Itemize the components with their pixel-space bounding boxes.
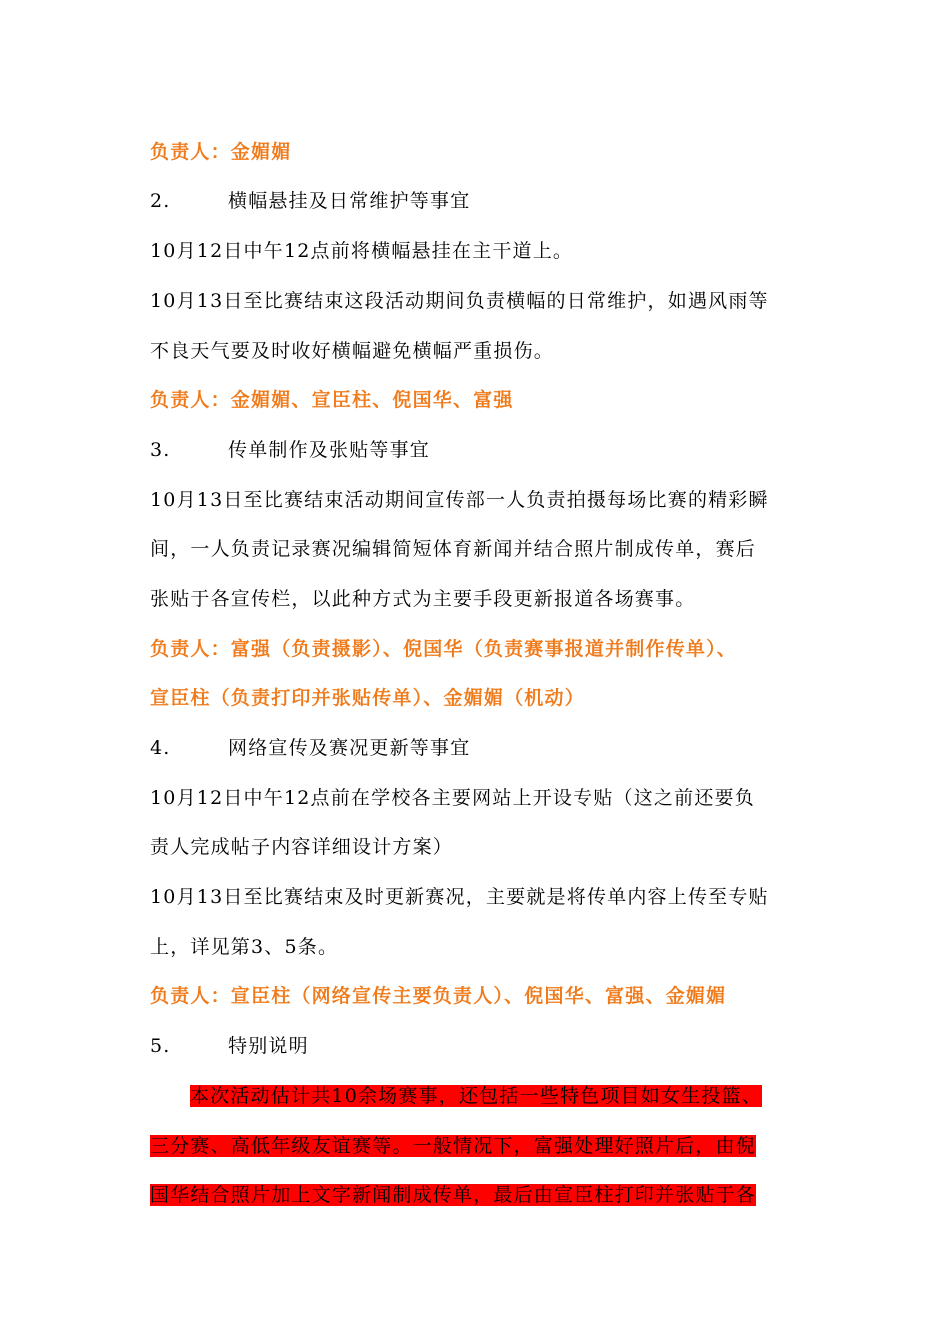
paragraph-line: 10月12日中午12点前在学校各主要网站上开设专贴（这之前还要负 (150, 787, 755, 809)
paragraph-line: 10月13日至比赛结束及时更新赛况，主要就是将传单内容上传至专贴 (150, 886, 769, 908)
section-title: 传单制作及张贴等事宜 (228, 439, 431, 461)
section-number: 2. (150, 190, 171, 212)
highlighted-line (150, 1130, 840, 1162)
highlighted-text: 三分赛、高低年级友谊赛等。一般情况下，富强处理好照片后，由倪 (150, 1135, 757, 1157)
highlighted-line (150, 1179, 840, 1211)
section-number: 5. (150, 1035, 171, 1057)
section-number: 4. (150, 737, 171, 759)
paragraph-line: 间，一人负责记录赛况编辑简短体育新闻并结合照片制成传单，赛后 (150, 538, 757, 560)
section-heading-5 (150, 1030, 840, 1062)
paragraph-line: 责人完成帖子内容详细设计方案） (150, 836, 454, 858)
section-heading-3 (150, 434, 840, 466)
responsible-line: 负责人：金媚媚、宣臣柱、倪国华、富强 (150, 389, 514, 411)
paragraph-line: 10月12日中午12点前将横幅悬挂在主干道上。 (150, 240, 574, 262)
paragraph-line: 10月13日至比赛结束这段活动期间负责横幅的日常维护，如遇风雨等 (150, 290, 769, 312)
responsible-line: 负责人：金媚媚 (150, 141, 292, 163)
responsible-line: 宣臣柱（负责打印并张贴传单）、金媚媚（机动） (150, 687, 585, 709)
section-heading-2 (150, 185, 840, 217)
responsible-line: 负责人：富强（负责摄影）、倪国华（负责赛事报道并制作传单）、 (150, 638, 738, 660)
highlighted-line (150, 1080, 840, 1112)
paragraph-line: 10月13日至比赛结束活动期间宣传部一人负责拍摄每场比赛的精彩瞬 (150, 489, 769, 511)
paragraph-line: 不良天气要及时收好横幅避免横幅严重损伤。 (150, 340, 555, 362)
paragraph-line: 上，详见第3、5条。 (150, 936, 339, 958)
section-title: 网络宣传及赛况更新等事宜 (228, 737, 471, 759)
section-heading-4 (150, 732, 840, 764)
paragraph-line: 张贴于各宣传栏，以此种方式为主要手段更新报道各场赛事。 (150, 588, 696, 610)
highlighted-text: 国华结合照片加上文字新闻制成传单，最后由宣臣柱打印并张贴于各 (150, 1184, 757, 1206)
highlighted-text: 本次活动估计共10余场赛事，还包括一些特色项目如女生投篮、 (190, 1085, 762, 1107)
section-title: 特别说明 (228, 1035, 309, 1057)
section-number: 3. (150, 439, 171, 461)
section-title: 横幅悬挂及日常维护等事宜 (228, 190, 471, 212)
responsible-line: 负责人：宣臣柱（网络宣传主要负责人）、倪国华、富强、金媚媚 (150, 985, 727, 1007)
